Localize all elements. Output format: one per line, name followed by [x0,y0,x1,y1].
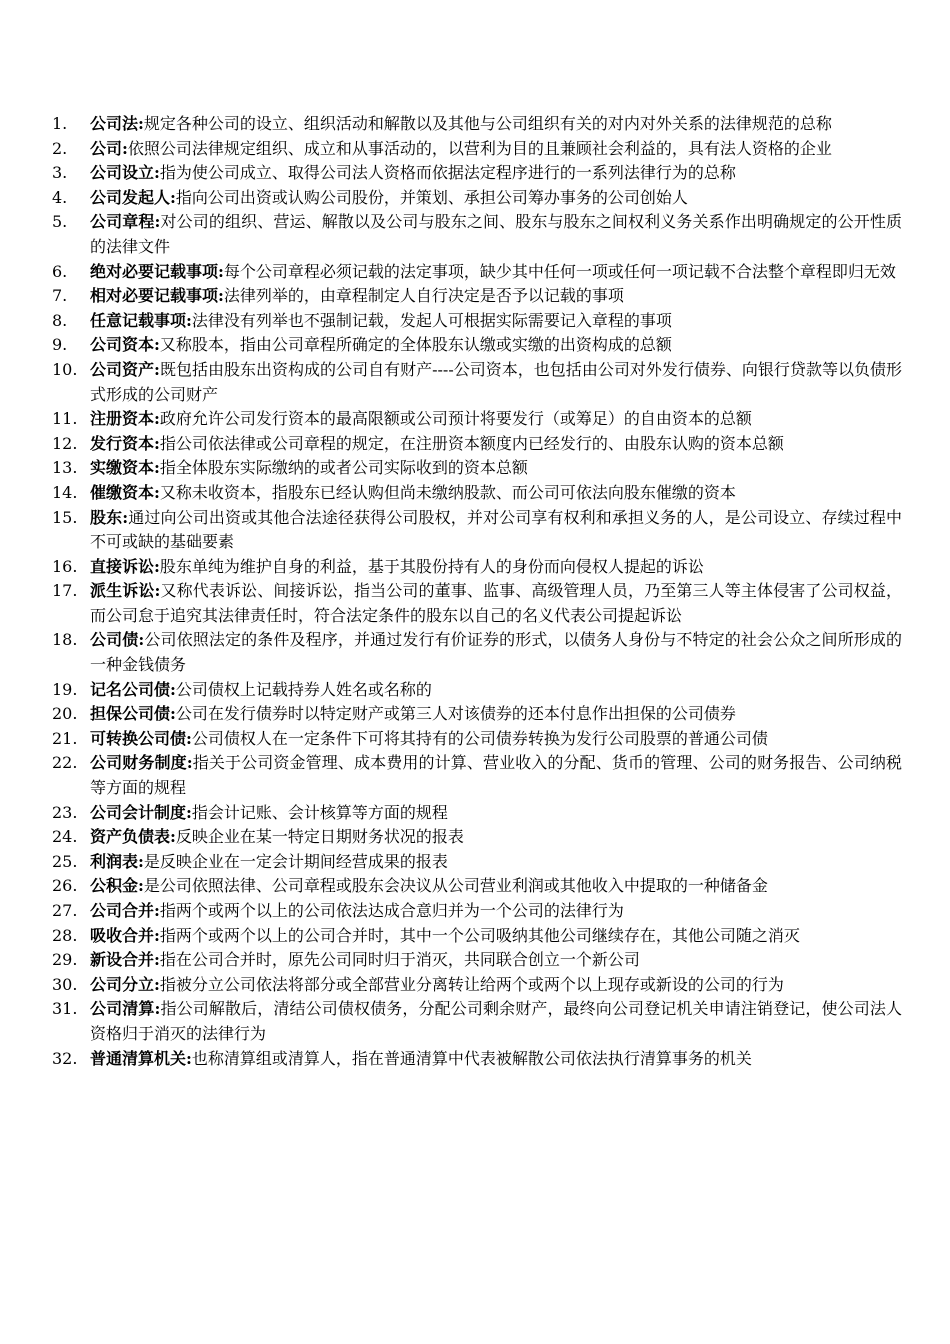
definition-text: 对公司的组织、营运、解散以及公司与股东之间、股东与股东之间权利义务关系作出明确规定的公开性质的法律文件 [90,212,902,256]
item-number: 32. [52,1048,78,1068]
list-item [52,333,902,358]
definition-text: 法律列举的，由章程制定人自行决定是否予以记载的事项 [223,286,624,306]
term: 实缴资本 [90,458,155,478]
definition-text: 每个公司章程必须记载的法定事项，缺少其中任何一项或任何一项记载不合法整个章程即归无效 [223,261,896,281]
term-separator: : [122,138,128,158]
term: 任意记载事项 [90,310,187,330]
term-separator: : [138,114,144,133]
term: 股东 [90,507,123,527]
term-separator: : [154,212,161,232]
definition-text: 又称股本，指由公司章程所确定的全体股东认缴或实缴的出资构成的总额 [159,335,672,355]
definition-text: 指公司依法律或公司章程的规定，在注册资本额度内已经发行的、由股东认购的资本总额 [159,433,784,453]
list-item [52,825,902,850]
term: 公司清算 [90,999,155,1019]
term: 新设合并 [90,950,155,970]
term: 催缴资本 [90,482,155,502]
definition-text: 公司债权上记载持券人姓名或名称的 [175,679,432,699]
term-separator: : [154,901,160,920]
definition-text: 指关于公司资金管理、成本费用的计算、营业收入的分配、货币的管理、公司的财务报告、公司纳税等方面的规程 [90,753,902,798]
term: 普通清算机关 [90,1048,187,1068]
list-item [52,309,902,334]
term-separator: : [154,556,160,576]
list-item [52,456,902,481]
term-separator: : [154,482,160,502]
definition-text: 指会计记账、会计核算等方面的规程 [191,802,448,822]
item-number: 8. [52,310,68,330]
list-item [52,1047,902,1072]
item-number: 29. [52,950,78,970]
term: 担保公司债 [90,704,171,724]
term: 资产负债表 [90,827,171,847]
term-separator: : [154,581,161,601]
list-item [52,579,902,628]
list-item [52,506,902,555]
term-separator: : [186,753,193,773]
list-item [52,678,902,703]
definition-text: 是反映企业在一定会计期间经营成果的报表 [143,851,448,871]
definition-text: 公司在发行债券时以特定财产或第三人对该债券的还本付息作出担保的公司债券 [175,704,736,724]
term-separator: : [154,335,160,355]
definition-text: 政府允许公司发行资本的最高限额或公司预计将要发行（或筹足）的自由资本的总额 [159,409,752,429]
list-item [52,284,902,309]
term-separator: : [218,286,224,306]
item-number: 20. [52,704,78,724]
definition-text: 反映企业在某一特定日期财务状况的报表 [175,827,464,847]
definition-text: 也称清算组或清算人，指在普通清算中代表被解散公司依法执行清算事务的机关 [191,1048,752,1068]
list-item [52,112,902,137]
term-separator: : [154,409,160,429]
term: 直接诉讼 [90,556,155,576]
list-item [52,407,902,432]
term: 公司财务制度 [90,753,187,773]
term: 利润表 [90,851,139,871]
term-separator: : [154,999,161,1019]
item-number: 14. [52,482,78,502]
item-number: 26. [52,876,78,896]
term-separator: : [154,950,160,970]
definition-text: 指被分立公司依法将部分或全部营业分离转让给两个或两个以上现存或新设的公司的行为 [159,974,784,994]
item-number: 21. [52,728,78,748]
definition-text: 是公司依照法律、公司章程或股东会决议从公司营业利润或其他收入中提取的一种储备金 [143,876,768,896]
list-item [52,260,902,285]
item-number: 28. [52,925,78,945]
term: 相对必要记载事项 [90,286,219,306]
item-number: 24. [52,827,78,847]
item-number: 23. [52,802,78,822]
term-separator: : [154,925,160,945]
item-number: 12. [52,433,78,453]
list-item [52,850,902,875]
list-item [52,210,902,259]
list-item [52,628,902,677]
item-number: 9. [52,335,68,355]
definition-text: 既包括由股东出资构成的公司自有财产----公司资本，也包括由公司对外发行债券、向银行贷款等以负债形式形成的公司财产 [90,359,902,404]
item-number: 16. [52,556,78,576]
term-separator: : [186,728,192,748]
term-separator: : [170,679,176,699]
term: 公司分立 [90,974,155,994]
definition-text: 指公司解散后，清结公司债权债务，分配公司剩余财产，最终向公司登记机关申请注销登记，使公司法人资格归于消灭的法律行为 [90,999,902,1043]
item-number: 30. [52,974,78,994]
definition-text: 指两个或两个以上的公司依法达成合意归并为一个公司的法律行为 [159,901,624,920]
term: 绝对必要记载事项 [90,261,219,281]
term-separator: : [154,433,160,453]
item-number: 19. [52,679,78,699]
term: 公司会计制度 [90,802,187,822]
list-item [52,358,902,407]
term-separator: : [170,704,176,724]
list-item [52,874,902,899]
definition-text: 又称代表诉讼、间接诉讼，指当公司的董事、监事、高级管理人员，乃至第三人等主体侵害了公司权益，而公司怠于追究其法律责任时，符合法定条件的股东以自己的名义代表公司提起诉讼 [90,581,902,625]
list-item [52,727,902,752]
item-number: 6. [52,261,68,281]
list-item [52,432,902,457]
list-item [52,997,902,1046]
item-number: 31. [52,999,78,1019]
item-number: 1. [52,114,68,133]
term: 发行资本 [90,433,155,453]
item-number: 25. [52,851,78,871]
term: 吸收合并 [90,925,155,945]
item-number: 22. [52,753,78,773]
item-number: 7. [52,286,68,306]
list-item [52,555,902,580]
item-number: 11. [52,409,78,429]
definition-text: 公司债权人在一定条件下可将其持有的公司债券转换为发行公司股票的普通公司债 [191,728,768,748]
term-separator: : [138,876,144,896]
item-number: 17. [52,581,78,601]
list-item [52,801,902,826]
term-separator: : [186,310,192,330]
term-separator: : [138,851,144,871]
definition-text: 股东单纯为维护自身的利益，基于其股份持有人的身份而向侵权人提起的诉讼 [159,556,704,576]
list-item [52,973,902,998]
definition-text: 规定各种公司的设立、组织活动和解散以及其他与公司组织有关的对内对外关系的法律规范的总称 [143,114,832,133]
list-item [52,899,902,924]
definition-list [52,112,902,1071]
term: 公司法 [90,114,139,133]
term-separator: : [154,458,160,478]
term-separator: : [122,507,129,527]
list-item [52,481,902,506]
term-separator: : [186,802,192,822]
term: 公司资本 [90,335,155,355]
list-item [52,702,902,727]
term: 公司发起人 [90,187,171,207]
list-item [52,924,902,949]
term: 可转换公司债 [90,728,187,748]
term: 派生诉讼 [90,581,155,601]
term-separator: : [138,630,145,650]
item-number: 3. [52,163,68,183]
term-separator: : [186,1048,192,1068]
list-item [52,186,902,211]
term: 注册资本 [90,409,155,429]
definition-text: 通过向公司出资或其他合法途径获得公司股权，并对公司享有权利和承担义务的人，是公司设立、存续过程中不可或缺的基础要素 [90,507,902,552]
definition-text: 指向公司出资或认购公司股份，并策划、承担公司筹办事务的公司创始人 [175,187,688,207]
item-number: 5. [52,212,68,232]
term-separator: : [170,187,176,207]
definition-text: 指全体股东实际缴纳的或者公司实际收到的资本总额 [159,458,528,478]
item-number: 15. [52,507,78,527]
term: 公司设立 [90,163,155,183]
term: 公积金 [90,876,139,896]
list-item [52,751,902,800]
term: 公司合并 [90,901,155,920]
definition-text: 指两个或两个以上的公司合并时，其中一个公司吸纳其他公司继续存在，其他公司随之消灭 [159,925,800,945]
list-item [52,161,902,186]
term-separator: : [154,359,160,379]
item-number: 10. [52,359,78,379]
term-separator: : [154,974,160,994]
item-number: 2. [52,138,68,158]
definition-text: 指为使公司成立、取得公司法人资格而依据法定程序进行的一系列法律行为的总称 [159,163,736,183]
term: 公司章程 [90,212,155,232]
term: 公司债 [90,630,139,650]
term: 公司资产 [90,359,155,379]
term: 公司 [90,138,123,158]
list-item [52,137,902,162]
item-number: 27. [52,901,78,920]
list-item [52,948,902,973]
definition-text: 法律没有列举也不强制记载，发起人可根据实际需要记入章程的事项 [191,310,672,330]
definition-text: 指在公司合并时，原先公司同时归于消灭，共同联合创立一个新公司 [159,950,640,970]
term-separator: : [154,163,160,183]
term-separator: : [218,261,224,281]
definition-text: 又称未收资本，指股东已经认购但尚未缴纳股款、而公司可依法向股东催缴的资本 [159,482,736,502]
definition-text: 公司依照法定的条件及程序，并通过发行有价证券的形式，以债务人身份与不特定的社会公众之间所形成的一种金钱债务 [90,630,902,675]
term: 记名公司债 [90,679,171,699]
item-number: 4. [52,187,68,207]
item-number: 18. [52,630,78,650]
item-number: 13. [52,458,78,478]
definition-text: 依照公司法律规定组织、成立和从事活动的，以营利为目的且兼顾社会利益的，具有法人资格的企业 [127,138,832,158]
term-separator: : [170,827,176,847]
